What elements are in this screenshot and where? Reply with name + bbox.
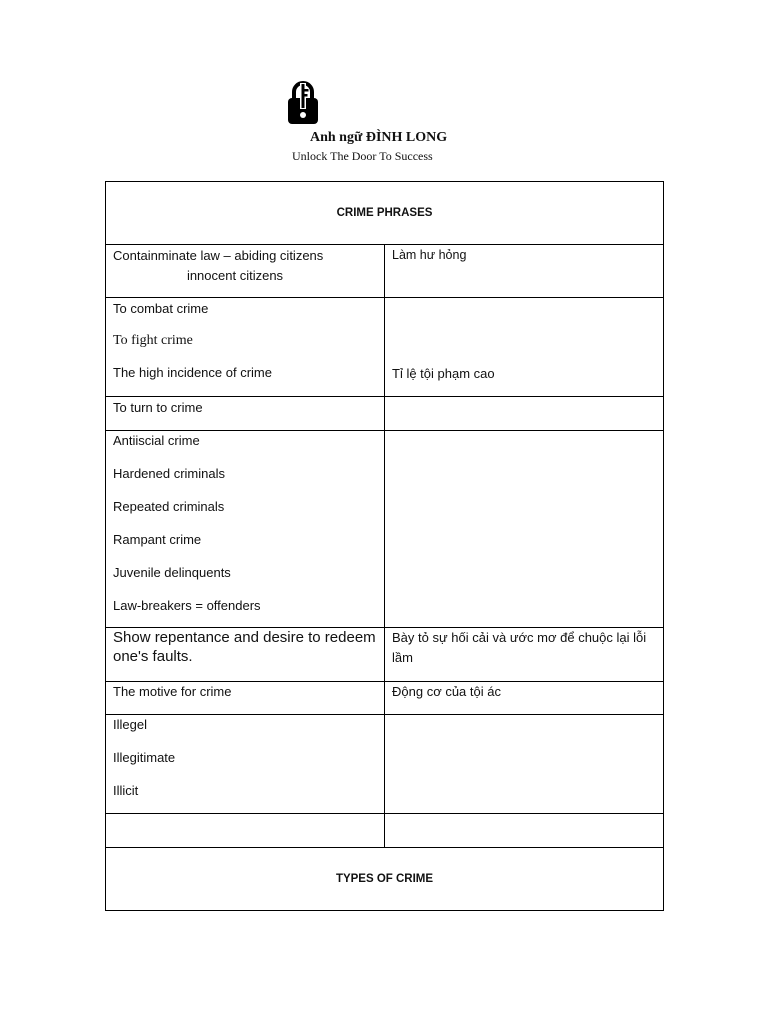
meaning-text: Động cơ của tội ác: [392, 684, 501, 699]
phrase-cell: [106, 298, 385, 397]
meaning-cell: [385, 298, 664, 397]
phrase-cell: [106, 397, 385, 431]
phrase-text: Illicit: [113, 783, 139, 798]
phrase-cell: [106, 628, 385, 682]
phrase-text: Law-breakers = offenders: [113, 598, 261, 613]
meaning-cell: [385, 245, 664, 298]
table-row: [106, 298, 664, 397]
section-title-crime-phrases: CRIME PHRASES: [106, 182, 664, 245]
section-header-row: [106, 848, 664, 911]
phrase-text: Rampant crime: [113, 532, 202, 547]
phrase-cell: [106, 682, 385, 715]
meaning-text: Làm hư hỏng: [392, 248, 467, 262]
section-title-types-of-crime: TYPES OF CRIME: [106, 848, 664, 911]
table-row: [106, 397, 664, 431]
phrase-text: Hardened criminals: [113, 466, 225, 481]
meaning-text: Tỉ lệ tội phạm cao: [392, 366, 495, 381]
table-row: [106, 682, 664, 715]
phrase-text: innocent citizens: [186, 268, 284, 283]
phrase-text: Antiiscial crime: [113, 433, 200, 448]
brand-tagline: Unlock The Door To Success: [292, 149, 433, 163]
phrase-text: Juvenile delinquents: [113, 565, 231, 580]
phrase-text: Illegitimate: [113, 750, 176, 765]
vocabulary-table: [105, 181, 664, 911]
phrase-text: Repeated criminals: [113, 499, 225, 514]
phrase-text: The motive for crime: [113, 684, 232, 699]
phrase-cell: [106, 715, 385, 814]
section-header-row: [106, 182, 664, 245]
table-row: [106, 814, 664, 848]
phrase-cell: [106, 431, 385, 628]
phrase-text: Show repentance and desire to redeem one's faults.: [113, 629, 376, 665]
phrase-cell: [106, 245, 385, 298]
table-row: [106, 431, 664, 628]
meaning-cell: [385, 715, 664, 814]
meaning-cell: [385, 431, 664, 628]
brand-name: Anh ngữ ĐÌNH LONG: [310, 130, 448, 145]
meaning-cell: [385, 628, 664, 682]
phrase-text: Containminate law – abiding citizens: [113, 248, 324, 263]
phrase-text: The high incidence of crime: [113, 365, 272, 380]
phrase-text: To combat crime: [113, 301, 209, 316]
meaning-text: Bày tỏ sự hối cải và ước mơ để chuộc lại lỗi lầm: [392, 630, 647, 665]
meaning-cell: [385, 682, 664, 715]
meaning-cell: [385, 397, 664, 431]
phrase-text: To turn to crime: [113, 400, 203, 415]
table-row: [106, 628, 664, 682]
table-row: [106, 715, 664, 814]
phrase-cell: [106, 814, 385, 848]
phrase-text: To fight crime: [113, 333, 193, 348]
table-row: [106, 245, 664, 298]
lock-key-icon: [285, 80, 321, 126]
meaning-cell: [385, 814, 664, 848]
phrase-text: Illegel: [113, 717, 147, 732]
